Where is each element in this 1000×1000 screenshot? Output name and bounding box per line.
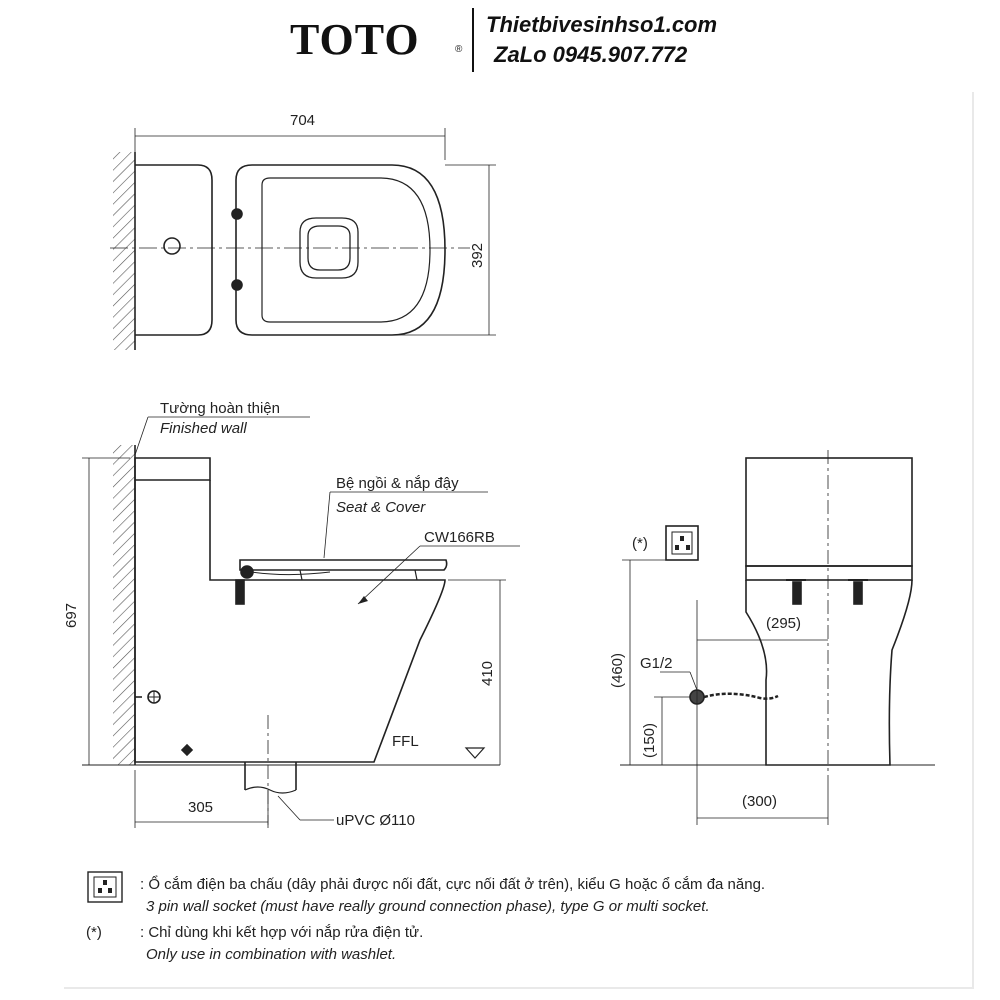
top-view (110, 128, 496, 350)
inlet-offset-dimension: (300) (742, 793, 778, 810)
seat-model-label: CW166RB (424, 529, 495, 546)
website-text: Thietbivesinhso1.com (486, 12, 718, 37)
legend-note-en-text: Only use in combination with washlet. (146, 946, 397, 963)
seat-side (240, 560, 447, 570)
brand-logo: TOTO (290, 15, 420, 64)
total-height-dimension: 697 (63, 602, 80, 628)
legend-socket-en (146, 898, 710, 915)
hinge-bolt-2 (232, 280, 242, 290)
seat-cover-label-en: Seat & Cover (336, 499, 426, 516)
finished-wall-label-vi: Tường hoàn thiện (160, 400, 280, 417)
socket-height-dimension: (460) (609, 652, 626, 688)
finished-wall-label-en: Finished wall (160, 420, 247, 437)
width-dimension: 704 (290, 112, 316, 129)
wall-hatch-top (113, 152, 135, 350)
wall-hatch-side (113, 445, 135, 765)
legend-socket-vi: : Ổ cắm điện ba chấu (dây phải được nối đất, cực nối đất ở trên), kiểu G hoặc ổ cắm đa năng. (140, 876, 766, 893)
depth-dimension: 392 (469, 242, 486, 268)
legend-note-vi: : Chỉ dùng khi kết hợp với nắp rửa điện tử. (140, 924, 424, 941)
inlet-thread-label: G1/2 (640, 655, 673, 672)
legend-note-marker: (*) (86, 924, 102, 941)
rough-in-dimension: 305 (188, 799, 214, 816)
hinge-side (236, 580, 244, 604)
seat-cover-label-vi: Bệ ngồi & nắp đậy (336, 475, 459, 492)
tank-lid (135, 458, 210, 480)
tank-front (746, 458, 912, 566)
floor-level-label: FFL (392, 733, 419, 750)
hinge-distance-dimension: (295) (766, 615, 802, 632)
socket-front (666, 526, 698, 560)
pipe-label: uPVC Ø110 (336, 812, 415, 829)
body-side-outline (135, 480, 445, 762)
legend-note-en (146, 946, 396, 963)
contact-text: ZaLo 0945.907.772 (494, 42, 688, 67)
inlet-height-dimension: (150) (641, 722, 658, 758)
socket-note-marker: (*) (632, 535, 648, 552)
hinge-bolt-1 (232, 209, 242, 219)
registered-mark: ® (455, 44, 463, 55)
legend-socket-en-text: 3 pin wall socket (must have really ground connection phase), type G or multi socket. (146, 898, 710, 915)
legend-socket-icon (88, 872, 122, 902)
tank-button (164, 238, 180, 254)
front-view (620, 450, 935, 825)
seat-height-dimension: 410 (479, 660, 496, 686)
body-front-outline (746, 580, 912, 765)
tank-top-outline (135, 165, 212, 335)
